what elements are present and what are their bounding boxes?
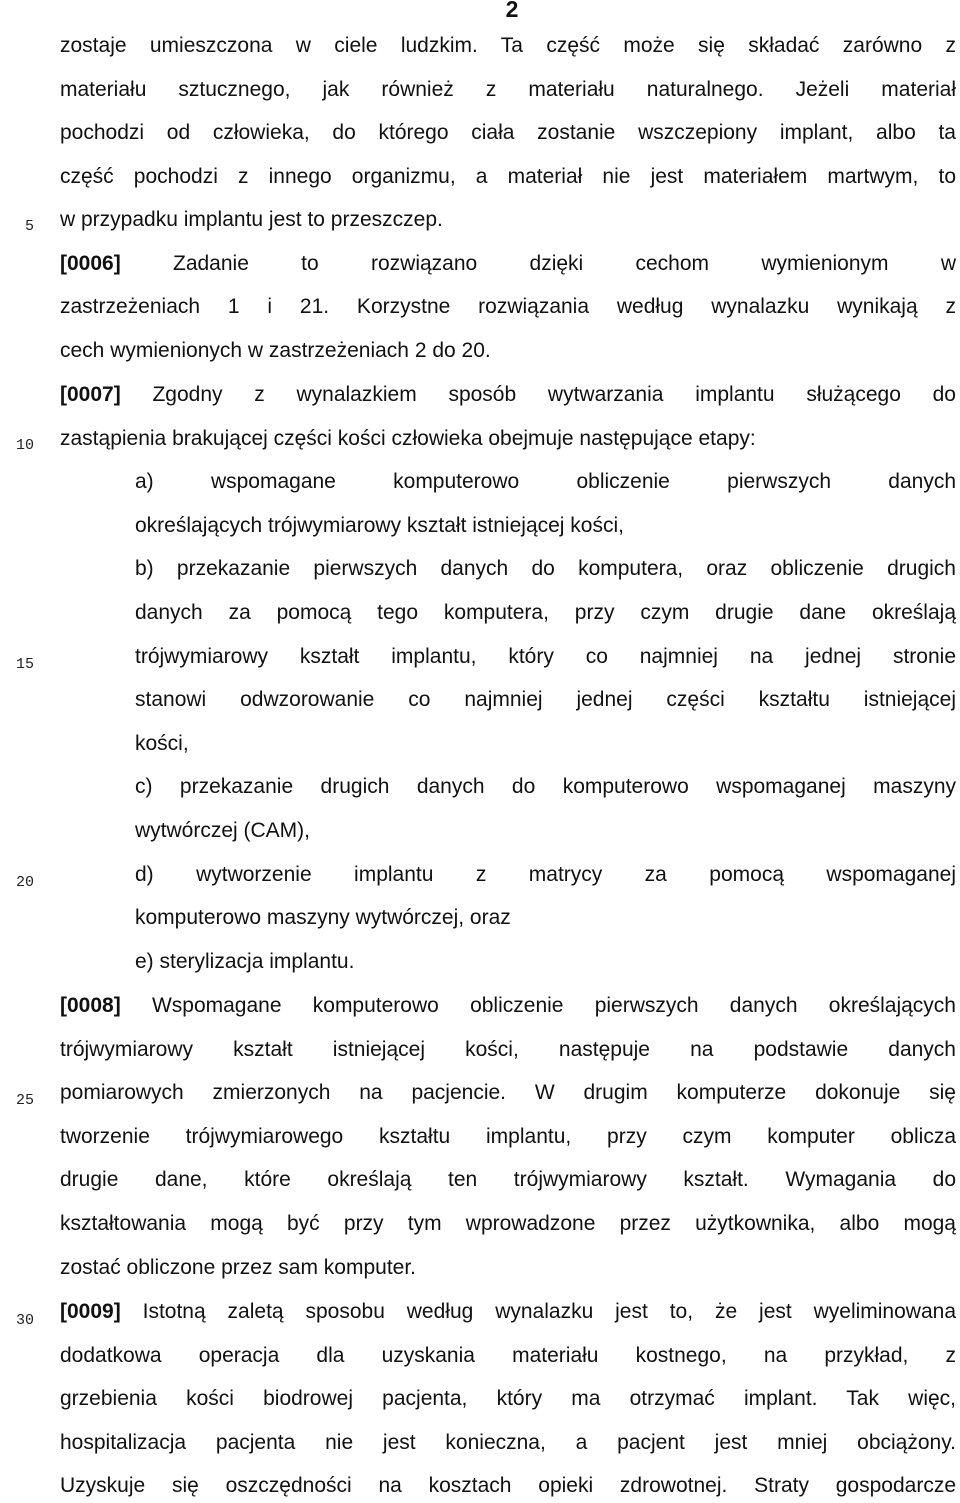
list-item-d: d) wytworzenie implantu z matrycy za pomocą wspomaganej: [135, 863, 956, 886]
list-item-c: c) przekazanie drugich danych do komputerowo wspomaganej maszyny: [135, 775, 956, 798]
text-line: tworzenie trójwymiarowego kształtu implantu, przy czym komputer oblicza: [60, 1125, 956, 1148]
paragraph-tag-0009: [0009]: [60, 1300, 121, 1323]
list-item-a: a) wspomagane komputerowo obliczenie pierwszych danych: [135, 470, 956, 493]
text-line: drugie dane, które określają ten trójwymiarowy kształt. Wymagania do: [60, 1168, 956, 1191]
text-line: pochodzi od człowieka, do którego ciała zostanie wszczepiony implant, albo ta: [60, 121, 956, 144]
text-line: zastrzeżeniach 1 i 21. Korzystne rozwiązania według wynalazku wynikają z: [60, 295, 956, 318]
text-line: materiału sztucznego, jak również z materiału naturalnego. Jeżeli materiał: [60, 78, 956, 101]
text-line: w przypadku implantu jest to przeszczep.: [60, 208, 443, 231]
text-line: grzebienia kości biodrowej pacjenta, który ma otrzymać implant. Tak więc,: [60, 1387, 956, 1410]
paragraph-tag-0007: [0007]: [60, 383, 121, 406]
text-line: Wspomagane komputerowo obliczenie pierwszych danych określających: [151, 994, 956, 1017]
text-line: część pochodzi z innego organizmu, a materiał nie jest materiałem martwym, to: [60, 165, 956, 188]
text-line: wytwórczej (CAM),: [135, 819, 311, 842]
line-number-5: 5: [24, 218, 34, 235]
text-line: kształtowania mogą być przy tym wprowadzone przez użytkownika, albo mogą: [60, 1212, 956, 1235]
text-line: trójwymiarowy kształt istniejącej kości, następuje na podstawie danych: [60, 1038, 956, 1061]
list-item-b: b) przekazanie pierwszych danych do komputera, oraz obliczenie drugich: [135, 557, 956, 580]
text-line: stanowi odwzorowanie co najmniej jednej części kształtu istniejącej: [135, 688, 956, 711]
text-line: Uzyskuje się oszczędności na kosztach opieki zdrowotnej. Straty gospodarcze: [60, 1474, 956, 1497]
text-line: cech wymienionych w zastrzeżeniach 2 do 20.: [60, 339, 491, 362]
text-line: danych za pomocą tego komputera, przy czym drugie dane określają: [135, 601, 956, 624]
paragraph-0009-first-line: [60, 1299, 956, 1325]
text-line: pomiarowych zmierzonych na pacjencie. W drugim komputerze dokonuje się: [60, 1081, 956, 1104]
paragraph-tag-0008: [0008]: [60, 994, 121, 1017]
text-line: trójwymiarowy kształt implantu, który co najmniej na jednej stronie: [135, 645, 956, 668]
text-line: zostać obliczone przez sam komputer.: [60, 1256, 416, 1279]
line-number-25: 25: [15, 1092, 34, 1109]
text-line: zostaje umieszczona w ciele ludzkim. Ta część może się składać zarówno z: [60, 34, 956, 57]
text-line: Istotną zaletą sposobu według wynalazku jest to, że jest wyeliminowana: [142, 1300, 956, 1323]
page-number: 2: [505, 0, 519, 22]
text-line: określających trójwymiarowy kształt istniejącej kości,: [135, 514, 624, 537]
text-line: zastąpienia brakującej części kości człowieka obejmuje następujące etapy:: [60, 427, 756, 450]
list-item-e: e) sterylizacja implantu.: [135, 950, 355, 973]
text-line: Zgodny z wynalazkiem sposób wytwarzania implantu służącego do: [152, 383, 956, 406]
text-line: komputerowo maszyny wytwórczej, oraz: [135, 906, 511, 929]
text-line: dodatkowa operacja dla uzyskania materiału kostnego, na przykład, z: [60, 1344, 956, 1367]
line-number-30: 30: [15, 1312, 34, 1329]
text-line: hospitalizacja pacjenta nie jest konieczna, a pacjent jest mniej obciążony.: [60, 1431, 956, 1454]
text-line: kości,: [135, 732, 189, 755]
line-number-10: 10: [15, 437, 34, 454]
line-number-20: 20: [15, 874, 34, 891]
paragraph-0007-first-line: [60, 382, 956, 408]
line-number-15: 15: [15, 656, 34, 673]
text-line: Zadanie to rozwiązano dzięki cechom wymienionym w: [173, 252, 956, 275]
paragraph-tag-0006: [0006]: [60, 252, 121, 275]
paragraph-0008-first-line: [60, 993, 956, 1019]
paragraph-0006-first-line: [60, 251, 956, 277]
